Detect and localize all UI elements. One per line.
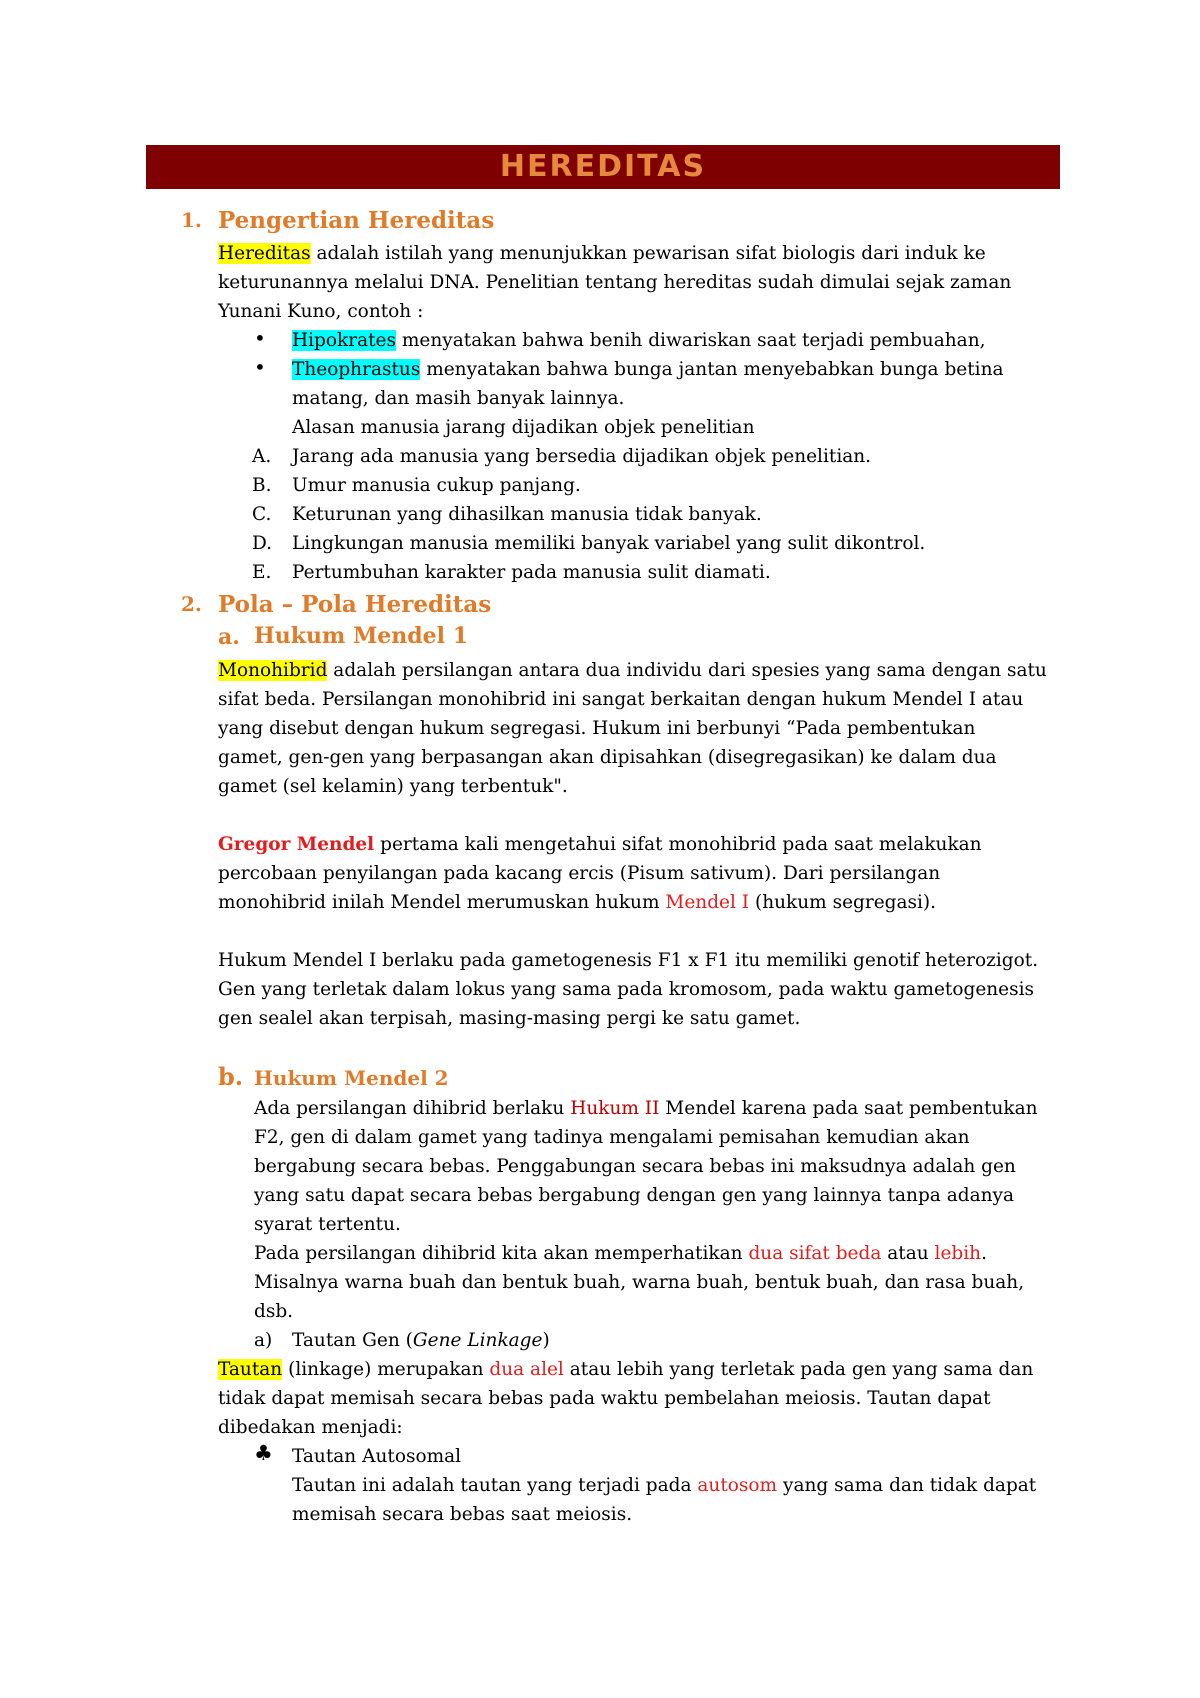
tautan-autosomal-heading: Tautan Autosomal <box>292 1446 462 1467</box>
sub-list-label: a) <box>254 1330 273 1351</box>
dihibrid-line-1: Ada persilangan dihibrid berlaku Hukum II Mendel karena pada saat pembentukan <box>254 1098 1038 1119</box>
term-monohibrid: Monohibrid <box>218 660 328 681</box>
subsection-a-heading: Hukum Mendel 1 <box>254 623 469 649</box>
section-2-heading: Pola – Pola Hereditas <box>218 591 492 618</box>
tautan-gen-heading: Tautan Gen (Gene Linkage) <box>292 1330 550 1351</box>
autosomal-line-1: Tautan ini adalah tautan yang terjadi pada autosom yang sama dan tidak dapat <box>292 1475 1037 1496</box>
club-icon: ♣ <box>254 1441 273 1465</box>
hereditas-definition-line-2: keturunannya melalui DNA. Penelitian tentang hereditas sudah dimulai sejak zaman <box>218 272 1012 293</box>
term-hereditas: Hereditas <box>218 243 311 264</box>
list-item: Pertumbuhan karakter pada manusia sulit diamati. <box>292 562 771 583</box>
list-label: A. <box>252 446 272 467</box>
gregor-line-3: monohibrid inilah Mendel merumuskan hukum Mendel I (hukum segregasi). <box>218 892 937 913</box>
gregor-line-1: Gregor Mendel pertama kali mengetahui sifat monohibrid pada saat melakukan <box>218 834 982 855</box>
list-item: Keturunan yang dihasilkan manusia tidak banyak. <box>292 504 762 525</box>
term-theophrastus: Theophrastus <box>292 359 421 380</box>
monohibrid-line-3: yang disebut dengan hukum segregasi. Hukum ini berbunyi “Pada pembentukan <box>218 718 976 739</box>
monohibrid-line-5: gamet (sel kelamin) yang terbentuk". <box>218 776 568 797</box>
subsection-b-heading: Hukum Mendel 2 <box>254 1066 449 1090</box>
section-2-number: 2. <box>181 592 202 616</box>
tautan-line-2: tidak dapat memisah secara bebas pada waktu pembelahan meiosis. Tautan dapat <box>218 1388 991 1409</box>
dihibrid-line-6: Pada persilangan dihibrid kita akan memperhatikan dua sifat beda atau lebih. <box>254 1243 987 1264</box>
term-tautan: Tautan <box>218 1359 283 1380</box>
dihibrid-line-2: F2, gen di dalam gamet yang tadinya mengalami pemisahan kemudian akan <box>254 1127 970 1148</box>
theophrastus-item: Theophrastus menyatakan bahwa bunga jantan menyebabkan bunga betina <box>292 359 1004 380</box>
list-item: Lingkungan manusia memiliki banyak variabel yang sulit dikontrol. <box>292 533 926 554</box>
hipokrates-item: Hipokrates menyatakan bahwa benih diwariskan saat terjadi pembuahan, <box>292 330 986 351</box>
list-item: Umur manusia cukup panjang. <box>292 475 581 496</box>
list-label: D. <box>252 533 273 554</box>
hukum-line-2: Gen yang terletak dalam lokus yang sama pada kromosom, pada waktu gametogenesis <box>218 979 1035 1000</box>
monohibrid-line-4: gamet, gen-gen yang berpasangan akan dipisahkan (disegregasikan) ke dalam dua <box>218 747 997 768</box>
dihibrid-line-8: dsb. <box>254 1301 294 1322</box>
dihibrid-line-7: Misalnya warna buah dan bentuk buah, warna buah, bentuk buah, dan rasa buah, <box>254 1272 1025 1293</box>
hukum-line-1: Hukum Mendel I berlaku pada gametogenesis F1 x F1 itu memiliki genotif heterozigot. <box>218 950 1039 971</box>
section-1-heading: Pengertian Hereditas <box>218 207 495 234</box>
term-hipokrates: Hipokrates <box>292 330 396 351</box>
hereditas-definition-line-3: Yunani Kuno, contoh : <box>218 301 424 322</box>
dihibrid-line-5: syarat tertentu. <box>254 1214 401 1235</box>
gregor-mendel-name: Gregor Mendel <box>218 834 375 855</box>
alasan-heading: Alasan manusia jarang dijadikan objek penelitian <box>292 417 755 438</box>
bullet-icon: • <box>254 326 266 350</box>
hukum-line-3: gen sealel akan terpisah, masing-masing pergi ke satu gamet. <box>218 1008 801 1029</box>
list-item: Jarang ada manusia yang bersedia dijadikan objek penelitian. <box>292 446 872 467</box>
autosomal-line-2: memisah secara bebas saat meiosis. <box>292 1504 633 1525</box>
list-label: C. <box>252 504 272 525</box>
theophrastus-item-cont: matang, dan masih banyak lainnya. <box>292 388 625 409</box>
title-banner: HEREDITAS <box>146 145 1060 189</box>
gregor-line-2: percobaan penyilangan pada kacang ercis (Pisum sativum). Dari persilangan <box>218 863 941 884</box>
dihibrid-line-3: bergabung secara bebas. Penggabungan secara bebas ini maksudnya adalah gen <box>254 1156 1016 1177</box>
bullet-icon: • <box>254 355 266 379</box>
monohibrid-line-2: sifat beda. Persilangan monohibrid ini sangat berkaitan dengan hukum Mendel I atau <box>218 689 1024 710</box>
subsection-b-label: b. <box>218 1062 244 1091</box>
dihibrid-line-4: yang satu dapat secara bebas bergabung dengan gen yang lainnya tanpa adanya <box>254 1185 1015 1206</box>
hereditas-definition-line-1: Hereditas adalah istilah yang menunjukkan pewarisan sifat biologis dari induk ke <box>218 243 986 264</box>
tautan-line-1: Tautan (linkage) merupakan dua alel atau lebih yang terletak pada gen yang sama dan <box>218 1359 1034 1380</box>
list-label: E. <box>252 562 272 583</box>
section-1-number: 1. <box>181 208 202 232</box>
subsection-a-label: a. <box>218 624 240 650</box>
list-label: B. <box>252 475 272 496</box>
tautan-line-3: dibedakan menjadi: <box>218 1417 403 1438</box>
monohibrid-line-1: Monohibrid adalah persilangan antara dua individu dari spesies yang sama dengan satu <box>218 660 1047 681</box>
